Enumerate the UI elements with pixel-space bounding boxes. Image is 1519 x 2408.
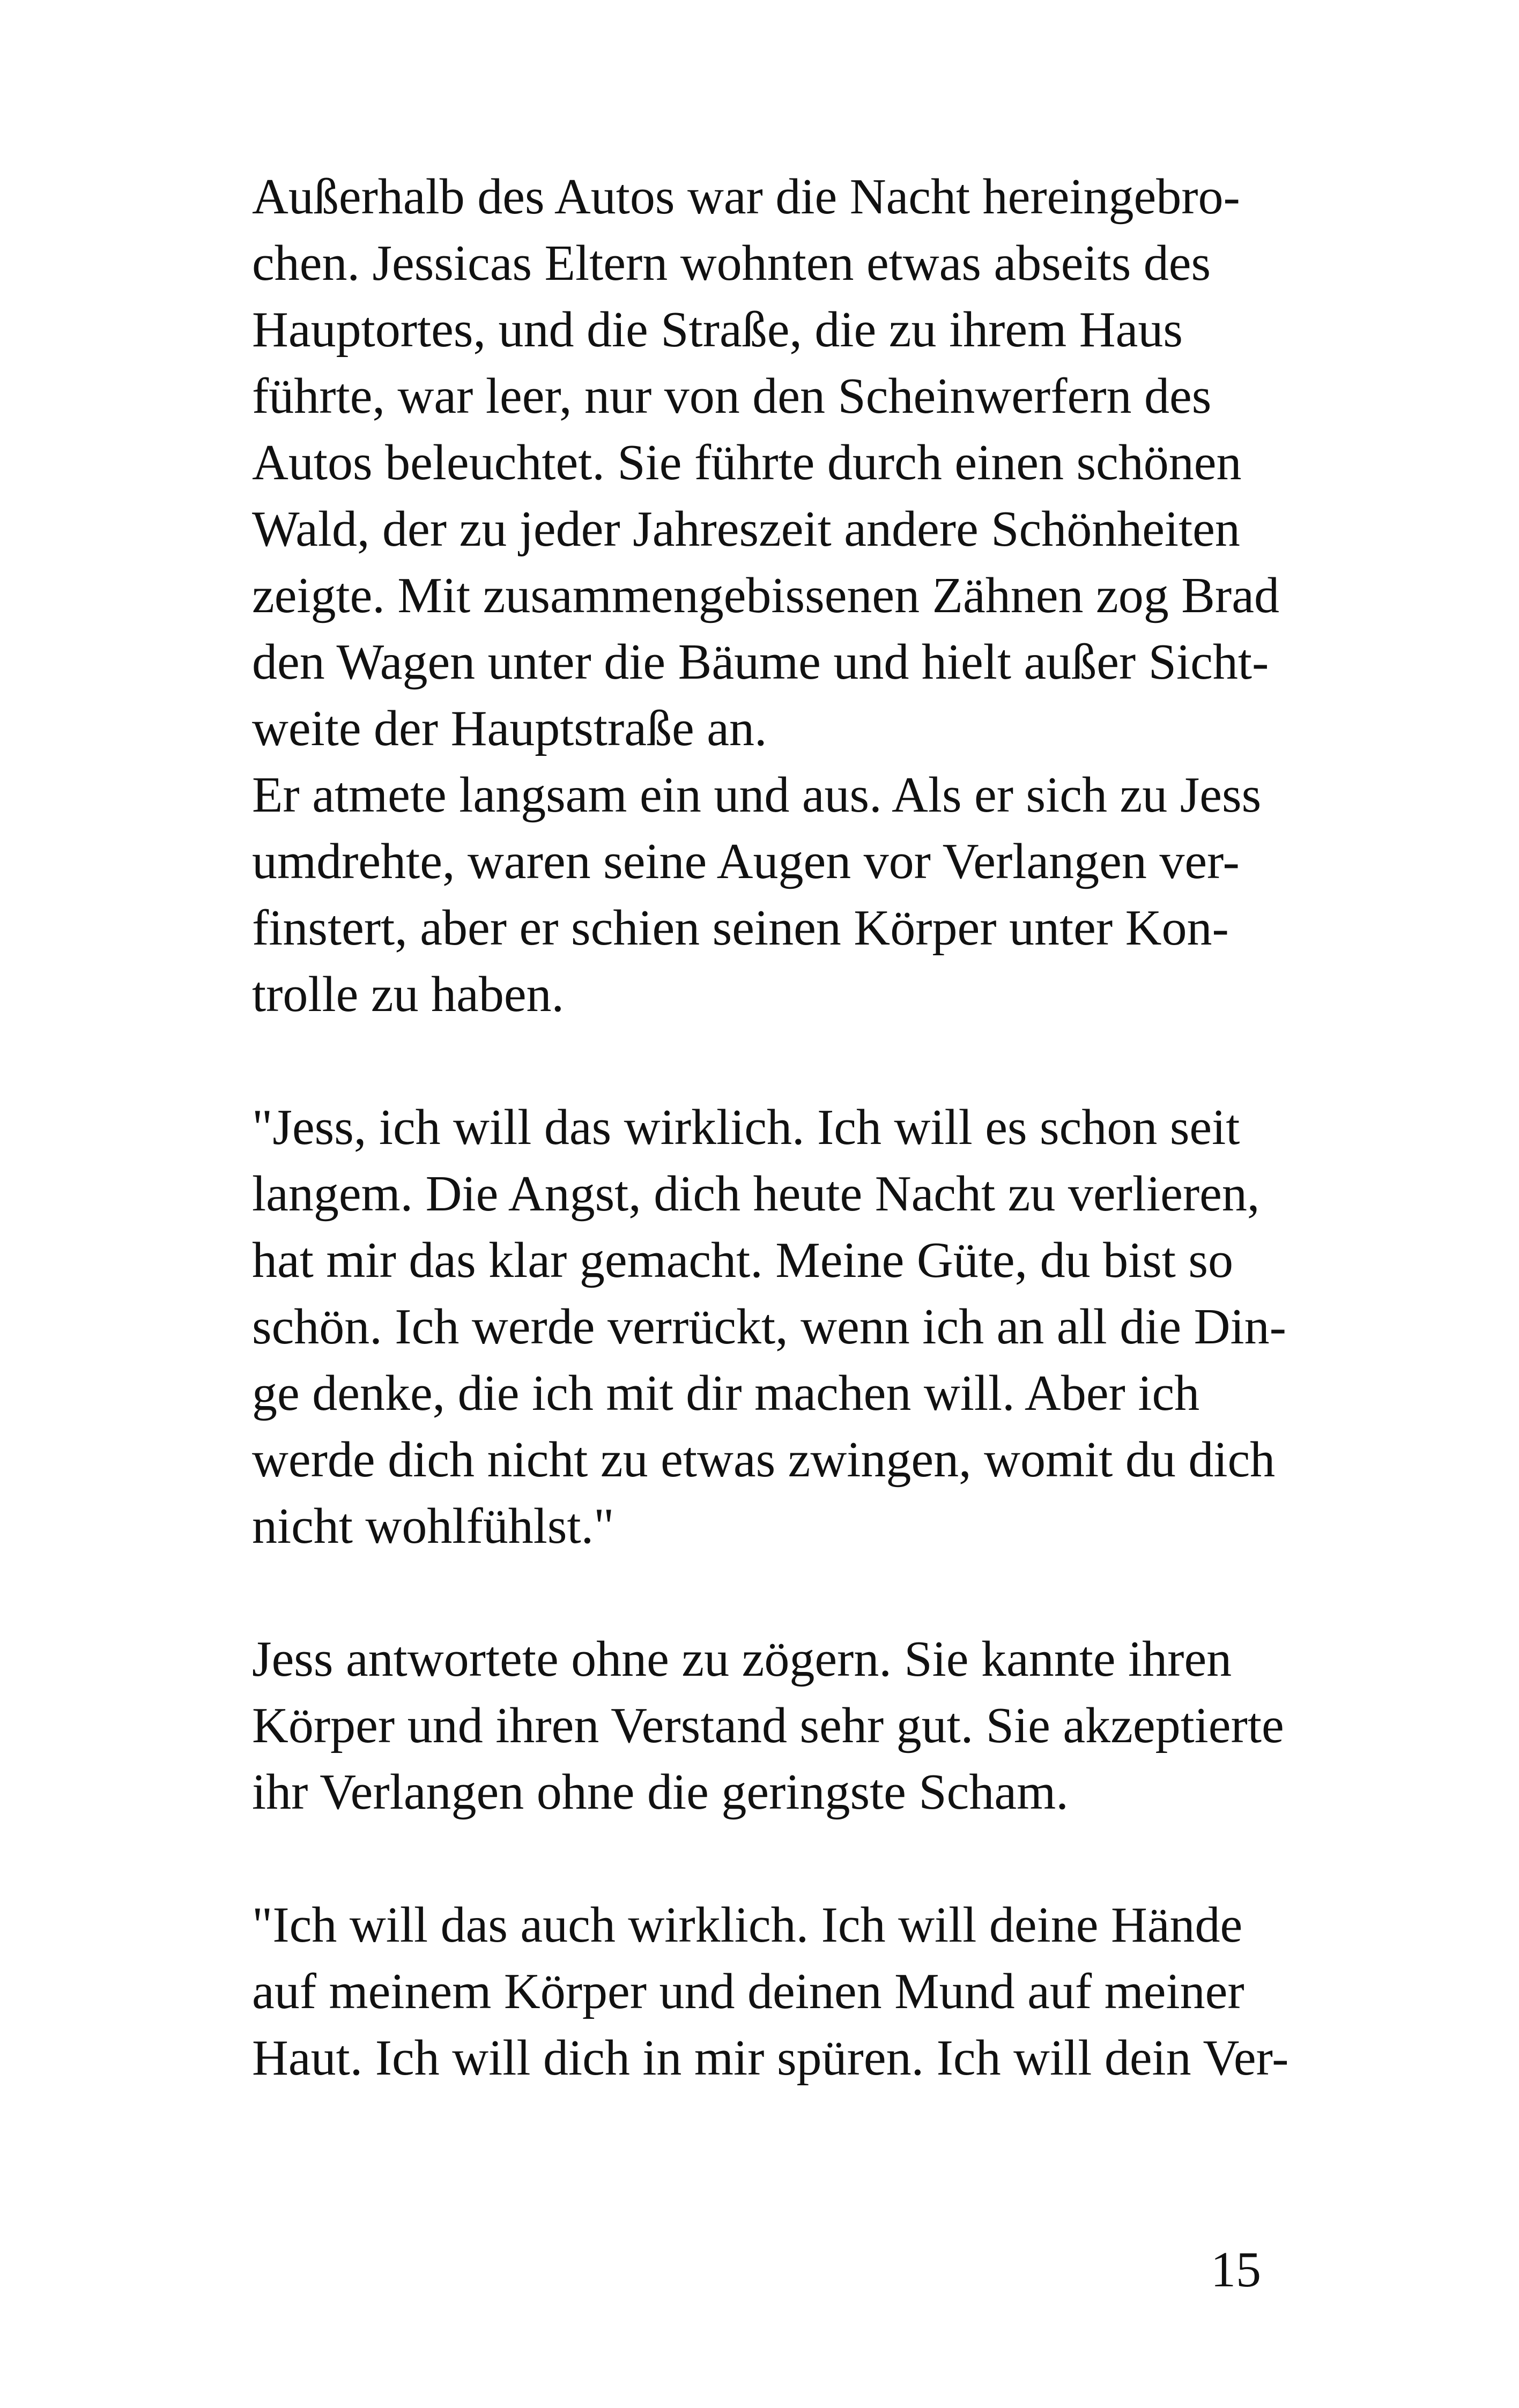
text-line: Jess antwortete ohne zu zögern. Sie kannte ihren [252,1631,1232,1687]
text-line: hat mir das klar gemacht. Meine Güte, du bist so [252,1232,1233,1288]
paragraph-gap [252,1559,1271,1626]
text-line: Er atmete langsam ein und aus. Als er sich zu Jess [252,767,1262,823]
text-line: Hauptortes, und die Straße, die zu ihrem Haus [252,302,1183,358]
text-line: führte, war leer, nur von den Scheinwerfern des [252,368,1212,424]
text-line: "Ich will das auch wirklich. Ich will deine Hände [252,1897,1243,1953]
text-line: umdrehte, waren seine Augen vor Verlangen ver- [252,834,1240,889]
text-line: ge denke, die ich mit dir machen will. Aber ich [252,1365,1200,1421]
text-line: den Wagen unter die Bäume und hielt außer Sicht- [252,634,1269,690]
text-line: langem. Die Angst, dich heute Nacht zu verlieren, [252,1166,1260,1222]
body-text [252,163,1289,2091]
text-line: werde dich nicht zu etwas zwingen, womit du dich [252,1432,1276,1488]
paragraph-gap [252,1028,1271,1094]
text-line: schön. Ich werde verrückt, wenn ich an all die Din- [252,1299,1286,1355]
text-line: Autos beleuchtet. Sie führte durch einen schönen [252,435,1242,490]
text-line: Wald, der zu jeder Jahreszeit andere Schönheiten [252,501,1240,557]
text-line: Haut. Ich will dich in mir spüren. Ich will dein Ver- [252,2030,1289,2086]
paragraph [252,163,1279,762]
paragraph [252,1094,1286,1559]
paragraph [252,762,1271,1028]
text-line: ihr Verlangen ohne die geringste Scham. [252,1764,1069,1820]
text-line: trolle zu haben. [252,967,565,1022]
paragraph [252,1892,1289,2091]
page-number: 15 [1211,2242,1261,2298]
paragraph-gap [252,1825,1271,1892]
text-line: Körper und ihren Verstand sehr gut. Sie akzeptierte [252,1698,1284,1753]
text-line: Außerhalb des Autos war die Nacht hereingebro- [252,169,1240,225]
text-line: auf meinem Körper und deinen Mund auf meiner [252,1964,1244,2019]
paragraph [252,1626,1284,1825]
text-line: chen. Jessicas Eltern wohnten etwas abseits des [252,235,1211,291]
text-line: "Jess, ich will das wirklich. Ich will es schon seit [252,1099,1240,1155]
text-line: finstert, aber er schien seinen Körper unter Kon- [252,900,1229,956]
text-line: nicht wohlfühlst." [252,1498,614,1554]
text-line: zeigte. Mit zusammengebissenen Zähnen zog Brad [252,568,1279,623]
text-line: weite der Hauptstraße an. [252,701,767,756]
